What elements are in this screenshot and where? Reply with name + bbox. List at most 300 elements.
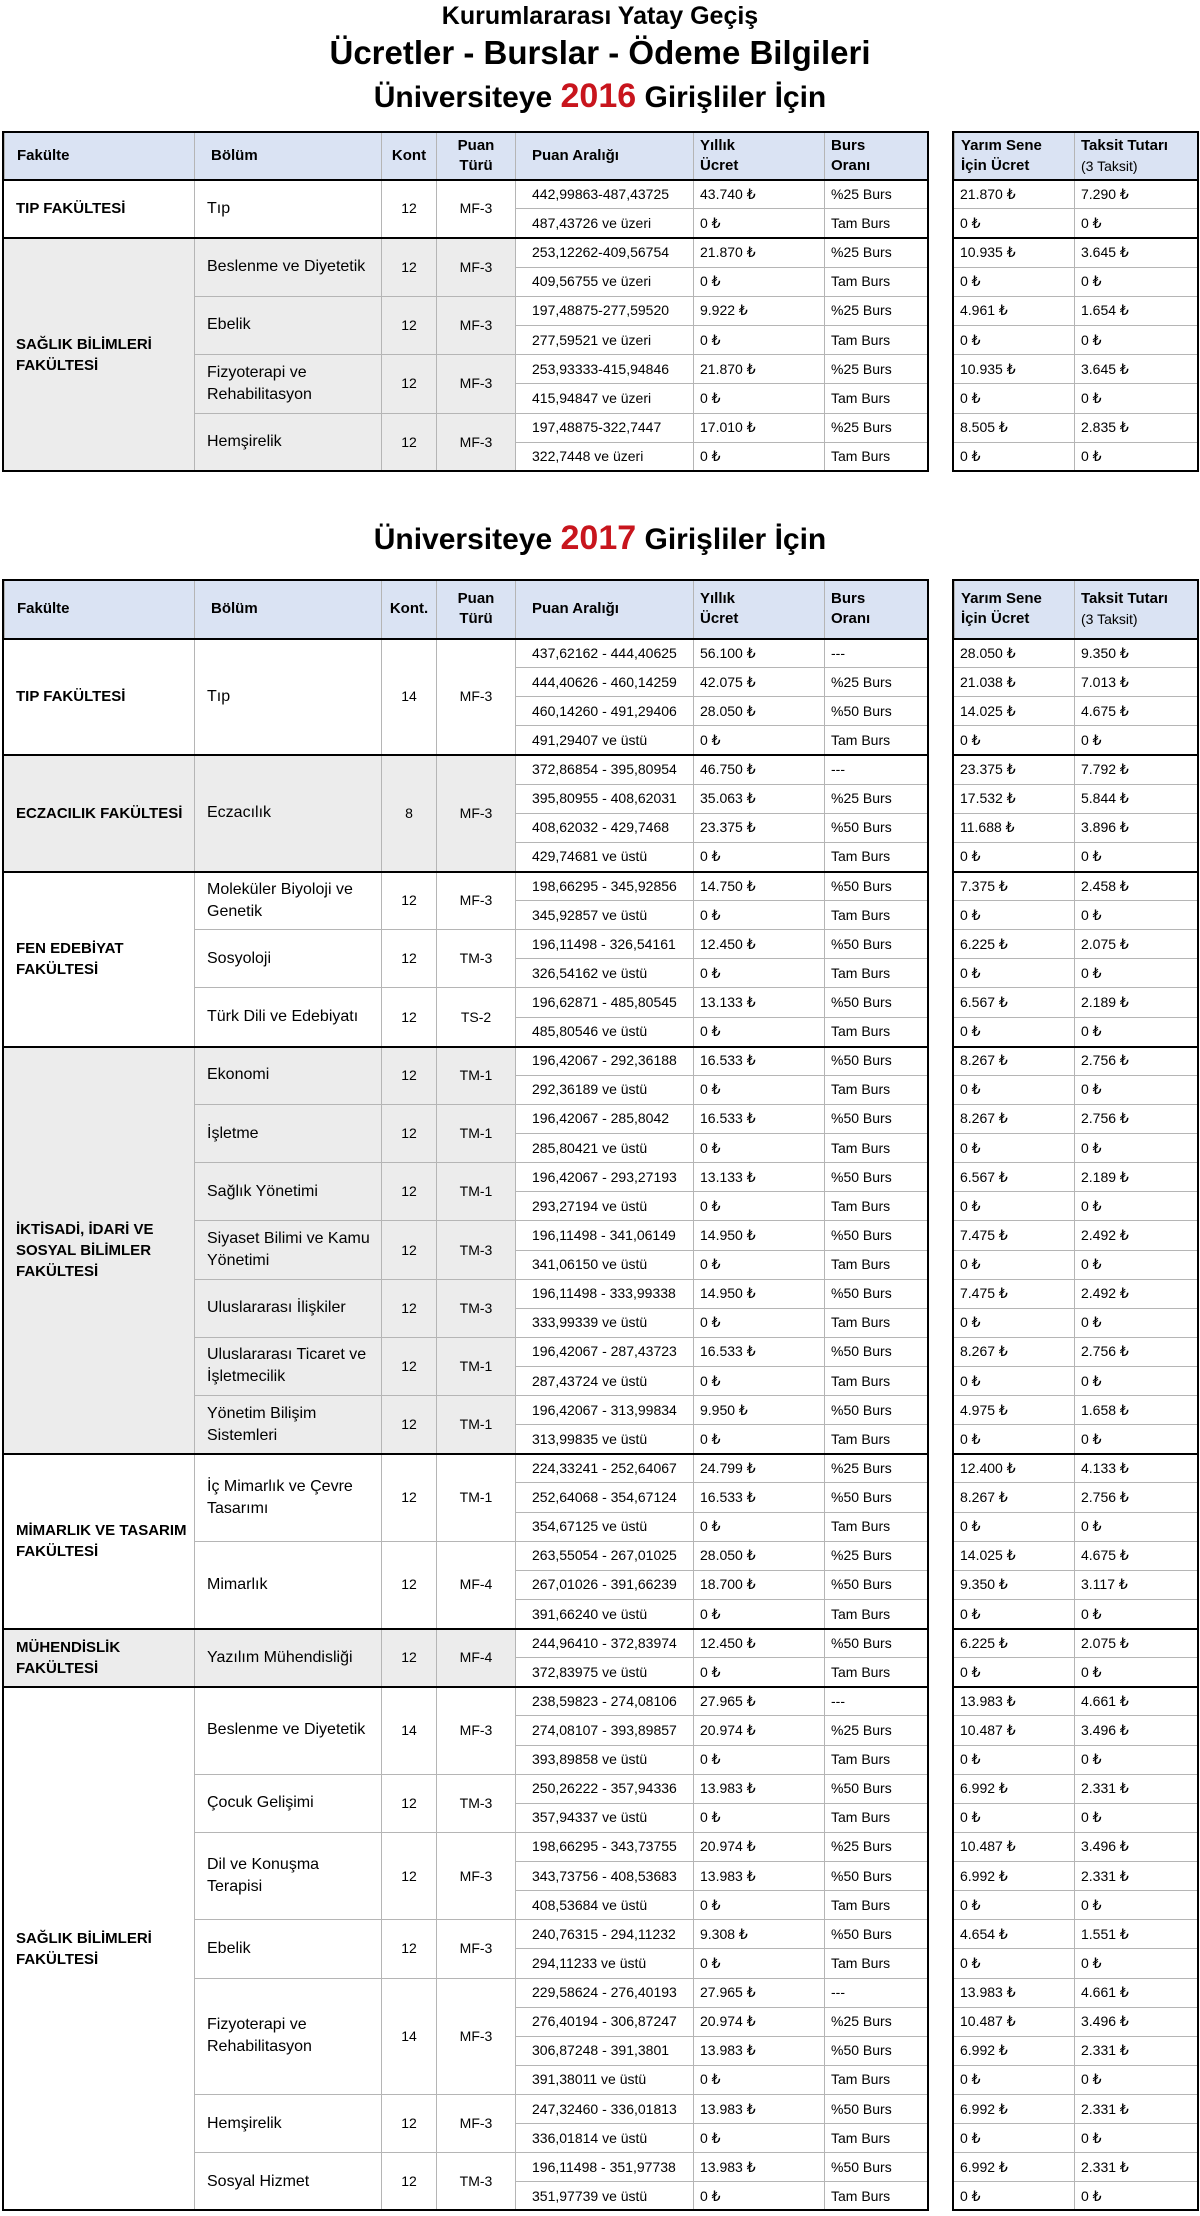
program-quota: 12: [381, 1920, 436, 1978]
annual-fee: 13.983 ₺: [693, 2037, 824, 2066]
installment-amount: 0 ₺: [1074, 1192, 1197, 1221]
header-puan-line1: Puan Aralığı: [532, 600, 619, 617]
scholarship-rate: %50 Burs: [824, 1862, 927, 1891]
program-score-type: TM-1: [436, 1047, 515, 1105]
scholarship-rate: Tam Burs: [824, 843, 927, 872]
heading-year: 2017: [560, 519, 637, 557]
half-year-fee: 0 ₺: [954, 726, 1074, 755]
installment-amount: 3.496 ₺: [1074, 1716, 1197, 1745]
scholarship-rate: Tam Burs: [824, 209, 927, 238]
score-range: 196,11498 - 333,99338: [515, 1280, 693, 1309]
installment-amount: 0 ₺: [1074, 2124, 1197, 2153]
program-score-type: TM-3: [436, 1280, 515, 1338]
header-burs: [824, 579, 927, 639]
half-year-fee: 0 ₺: [954, 2066, 1074, 2095]
scholarship-rate: %25 Burs: [824, 414, 927, 443]
scholarship-rate: Tam Burs: [824, 384, 927, 413]
program-score-type: MF-3: [436, 1833, 515, 1920]
program-score-type: TM-3: [436, 930, 515, 988]
scholarship-rate: %50 Burs: [824, 1105, 927, 1134]
header-bol-line1: Bölüm: [211, 146, 258, 164]
score-range: 351,97739 ve üstü: [515, 2182, 693, 2211]
installment-amount: 0 ₺: [1074, 1513, 1197, 1542]
program-score-type: MF-3: [436, 414, 515, 472]
half-year-fee: 21.038 ₺: [954, 668, 1074, 697]
header-bol-line1: Bölüm: [211, 600, 258, 617]
score-range: 345,92857 ve üstü: [515, 901, 693, 930]
half-year-fee: 7.475 ₺: [954, 1221, 1074, 1250]
half-year-fee: 0 ₺: [954, 843, 1074, 872]
half-year-fee: 7.375 ₺: [954, 872, 1074, 901]
program-score-type: TM-1: [436, 1396, 515, 1454]
header-yil-line2: Ücret: [700, 610, 739, 627]
annual-fee: 20.974 ₺: [693, 2008, 824, 2037]
score-range: 442,99863-487,43725: [515, 180, 693, 209]
program-score-type: TM-1: [436, 1338, 515, 1396]
program-quota: 12: [381, 1280, 436, 1338]
scholarship-rate: Tam Burs: [824, 959, 927, 988]
installment-amount: 0 ₺: [1074, 1018, 1197, 1047]
half-year-fee: 13.983 ₺: [954, 1687, 1074, 1716]
half-year-fee: 6.992 ₺: [954, 2153, 1074, 2182]
annual-fee: 12.450 ₺: [693, 1629, 824, 1658]
program-name: Yönetim Bilişim Sistemleri: [194, 1396, 381, 1454]
score-range: 437,62162 - 444,40625: [515, 639, 693, 668]
half-year-fee: 8.267 ₺: [954, 1105, 1074, 1134]
header-kont-line1: Kont: [391, 146, 427, 164]
installment-amount: 0 ₺: [1074, 1804, 1197, 1833]
scholarship-rate: Tam Burs: [824, 1018, 927, 1047]
program-quota: 12: [381, 355, 436, 413]
faculty-name: İKTİSADİ, İDARİ VE SOSYAL BİLİMLER FAKÜLTESİ: [4, 1047, 194, 1455]
scholarship-rate: ---: [824, 1979, 927, 2008]
annual-fee: 16.533 ₺: [693, 1105, 824, 1134]
scholarship-rate: %50 Burs: [824, 1629, 927, 1658]
half-year-fee: 23.375 ₺: [954, 755, 1074, 784]
program-quota: 12: [381, 930, 436, 988]
scholarship-rate: Tam Burs: [824, 1513, 927, 1542]
program-name: Ebelik: [194, 1920, 381, 1978]
faculty-name: SAĞLIK BİLİMLERİ FAKÜLTESİ: [4, 1687, 194, 2211]
scholarship-rate: %50 Burs: [824, 1280, 927, 1309]
score-range: 240,76315 - 294,11232: [515, 1920, 693, 1949]
header-fak: [4, 579, 194, 639]
score-range: 341,06150 ve üstü: [515, 1251, 693, 1280]
half-year-fee: 0 ₺: [954, 1134, 1074, 1163]
program-name: Mimarlık: [194, 1542, 381, 1629]
half-year-fee: 10.935 ₺: [954, 238, 1074, 267]
installment-amount: 4.133 ₺: [1074, 1454, 1197, 1483]
scholarship-rate: Tam Burs: [824, 1658, 927, 1687]
header-tur: [436, 131, 515, 180]
installment-amount: 1.654 ₺: [1074, 297, 1197, 326]
annual-fee: 0 ₺: [693, 1746, 824, 1775]
scholarship-rate: %50 Burs: [824, 697, 927, 726]
half-year-fee: 9.350 ₺: [954, 1571, 1074, 1600]
header-fak-line1: Fakülte: [17, 146, 70, 164]
program-quota: 12: [381, 1221, 436, 1279]
installment-amount: 4.675 ₺: [1074, 697, 1197, 726]
program-score-type: MF-3: [436, 297, 515, 355]
half-year-fee: 28.050 ₺: [954, 639, 1074, 668]
half-year-fee: 0 ₺: [954, 1513, 1074, 1542]
score-range: 250,26222 - 357,94336: [515, 1775, 693, 1804]
score-range: 444,40626 - 460,14259: [515, 668, 693, 697]
half-year-fee: 6.567 ₺: [954, 988, 1074, 1017]
annual-fee: 9.922 ₺: [693, 297, 824, 326]
installment-amount: 2.756 ₺: [1074, 1483, 1197, 1512]
score-range: 196,42067 - 285,8042: [515, 1105, 693, 1134]
score-range: 196,42067 - 287,43723: [515, 1338, 693, 1367]
installment-amount: 0 ₺: [1074, 2182, 1197, 2211]
score-range: 277,59521 ve üzeri: [515, 326, 693, 355]
half-year-fee: 8.505 ₺: [954, 414, 1074, 443]
program-name: Yazılım Mühendisliği: [194, 1629, 381, 1687]
header-burs: [824, 131, 927, 180]
annual-fee: 9.308 ₺: [693, 1920, 824, 1949]
score-range: 372,83975 ve üstü: [515, 1658, 693, 1687]
section-heading-2016: [0, 76, 1200, 118]
program-name: Hemşirelik: [194, 414, 381, 472]
installment-amount: 0 ₺: [1074, 1425, 1197, 1454]
heading-suffix: Girişliler İçin: [644, 523, 827, 556]
scholarship-rate: %50 Burs: [824, 1396, 927, 1425]
scholarship-rate: %25 Burs: [824, 1454, 927, 1483]
program-score-type: MF-3: [436, 755, 515, 871]
installment-amount: 2.189 ₺: [1074, 1163, 1197, 1192]
half-year-fee: 0 ₺: [954, 443, 1074, 472]
half-year-fee: 0 ₺: [954, 1804, 1074, 1833]
scholarship-rate: %25 Burs: [824, 1542, 927, 1571]
score-range: 322,7448 ve üzeri: [515, 443, 693, 472]
installment-amount: 0 ₺: [1074, 268, 1197, 297]
score-range: 395,80955 - 408,62031: [515, 785, 693, 814]
installment-amount: 7.290 ₺: [1074, 180, 1197, 209]
score-range: 487,43726 ve üzeri: [515, 209, 693, 238]
program-name: Ebelik: [194, 297, 381, 355]
scholarship-rate: %50 Burs: [824, 872, 927, 901]
annual-fee: 27.965 ₺: [693, 1687, 824, 1716]
annual-fee: 20.974 ₺: [693, 1716, 824, 1745]
header-kont: [381, 131, 436, 180]
annual-fee: 0 ₺: [693, 1192, 824, 1221]
half-year-fee: 0 ₺: [954, 1949, 1074, 1978]
annual-fee: 0 ₺: [693, 1600, 824, 1629]
program-quota: 12: [381, 238, 436, 296]
faculty-name: ECZACILIK FAKÜLTESİ: [4, 755, 194, 871]
score-range: 372,86854 - 395,80954: [515, 755, 693, 784]
scholarship-rate: %50 Burs: [824, 2153, 927, 2182]
scholarship-rate: Tam Burs: [824, 2182, 927, 2211]
header-taksit: [1074, 131, 1197, 180]
installment-amount: 0 ₺: [1074, 1746, 1197, 1775]
program-quota: 8: [381, 755, 436, 871]
program-name: Dil ve Konuşma Terapisi: [194, 1833, 381, 1920]
score-range: 229,58624 - 276,40193: [515, 1979, 693, 2008]
program-score-type: MF-3: [436, 2095, 515, 2153]
annual-fee: 0 ₺: [693, 1891, 824, 1920]
annual-fee: 0 ₺: [693, 1367, 824, 1396]
program-name: Hemşirelik: [194, 2095, 381, 2153]
program-score-type: TS-2: [436, 988, 515, 1046]
heading-prefix: Üniversiteye: [373, 81, 553, 114]
document-title: Kurumlararası Yatay Geçiş: [441, 2, 759, 30]
half-year-fee: 0 ₺: [954, 1251, 1074, 1280]
score-range: 336,01814 ve üstü: [515, 2124, 693, 2153]
annual-fee: 56.100 ₺: [693, 639, 824, 668]
half-year-fee: 21.870 ₺: [954, 180, 1074, 209]
program-quota: 12: [381, 1454, 436, 1541]
scholarship-rate: %50 Burs: [824, 814, 927, 843]
scholarship-rate: %50 Burs: [824, 1483, 927, 1512]
header-kont-line1: Kont.: [389, 600, 429, 617]
annual-fee: 28.050 ₺: [693, 1542, 824, 1571]
header-yil: [693, 579, 824, 639]
score-range: 196,42067 - 292,36188: [515, 1047, 693, 1076]
half-year-fee: 6.225 ₺: [954, 930, 1074, 959]
score-range: 274,08107 - 393,89857: [515, 1716, 693, 1745]
program-name: Beslenme ve Diyetetik: [194, 238, 381, 296]
scholarship-rate: %50 Burs: [824, 1338, 927, 1367]
program-name: Sağlık Yönetimi: [194, 1163, 381, 1221]
program-score-type: TM-1: [436, 1163, 515, 1221]
score-range: 415,94847 ve üzeri: [515, 384, 693, 413]
half-year-fee: 0 ₺: [954, 209, 1074, 238]
half-year-fee: 8.267 ₺: [954, 1047, 1074, 1076]
section-heading-2017: [0, 518, 1200, 560]
header-burs-line2: Oranı: [831, 156, 871, 174]
scholarship-rate: ---: [824, 639, 927, 668]
annual-fee: 0 ₺: [693, 1804, 824, 1833]
program-name: Moleküler Biyoloji ve Genetik: [194, 872, 381, 930]
scholarship-rate: Tam Burs: [824, 1367, 927, 1396]
half-year-fee: 6.992 ₺: [954, 2095, 1074, 2124]
annual-fee: 0 ₺: [693, 726, 824, 755]
installment-amount: 5.844 ₺: [1074, 785, 1197, 814]
program-name: Türk Dili ve Edebiyatı: [194, 988, 381, 1046]
half-year-fee: 12.400 ₺: [954, 1454, 1074, 1483]
scholarship-rate: Tam Burs: [824, 1076, 927, 1105]
program-name: İç Mimarlık ve Çevre Tasarımı: [194, 1454, 381, 1541]
scholarship-rate: Tam Burs: [824, 1600, 927, 1629]
installment-amount: 0 ₺: [1074, 1367, 1197, 1396]
scholarship-rate: Tam Burs: [824, 1891, 927, 1920]
annual-fee: 0 ₺: [693, 901, 824, 930]
scholarship-rate: Tam Burs: [824, 1134, 927, 1163]
program-quota: 12: [381, 2153, 436, 2211]
annual-fee: 35.063 ₺: [693, 785, 824, 814]
program-quota: 12: [381, 1542, 436, 1629]
program-score-type: TM-3: [436, 1775, 515, 1833]
installment-amount: 7.792 ₺: [1074, 755, 1197, 784]
score-range: 252,64068 - 354,67124: [515, 1483, 693, 1512]
scholarship-rate: %50 Burs: [824, 2095, 927, 2124]
scholarship-rate: %50 Burs: [824, 1221, 927, 1250]
scholarship-rate: %25 Burs: [824, 355, 927, 384]
half-year-fee: 6.225 ₺: [954, 1629, 1074, 1658]
scholarship-rate: Tam Burs: [824, 901, 927, 930]
scholarship-rate: %25 Burs: [824, 2008, 927, 2037]
annual-fee: 13.983 ₺: [693, 1775, 824, 1804]
heading-year: 2016: [560, 77, 637, 115]
score-range: 285,80421 ve üstü: [515, 1134, 693, 1163]
half-year-fee: 10.935 ₺: [954, 355, 1074, 384]
header-puan: [515, 579, 693, 639]
score-range: 276,40194 - 306,87247: [515, 2008, 693, 2037]
score-range: 196,11498 - 351,97738: [515, 2153, 693, 2182]
annual-fee: 0 ₺: [693, 1018, 824, 1047]
program-quota: 12: [381, 1629, 436, 1687]
annual-fee: 18.700 ₺: [693, 1571, 824, 1600]
program-quota: 12: [381, 1775, 436, 1833]
annual-fee: 0 ₺: [693, 1949, 824, 1978]
score-range: 491,29407 ve üstü: [515, 726, 693, 755]
annual-fee: 0 ₺: [693, 1425, 824, 1454]
program-name: Sosyoloji: [194, 930, 381, 988]
installment-amount: 0 ₺: [1074, 384, 1197, 413]
program-name: İşletme: [194, 1105, 381, 1163]
half-year-fee: 0 ₺: [954, 901, 1074, 930]
header-tur-line1: Puan: [457, 136, 495, 154]
annual-fee: 0 ₺: [693, 2124, 824, 2153]
installment-amount: 2.331 ₺: [1074, 2153, 1197, 2182]
installment-amount: 0 ₺: [1074, 1251, 1197, 1280]
score-range: 267,01026 - 391,66239: [515, 1571, 693, 1600]
score-range: 198,66295 - 343,73755: [515, 1833, 693, 1862]
half-year-fee: 6.992 ₺: [954, 1775, 1074, 1804]
installment-amount: 4.661 ₺: [1074, 1687, 1197, 1716]
header-bol: [194, 579, 381, 639]
half-year-fee: 10.487 ₺: [954, 2008, 1074, 2037]
header-tur: [436, 579, 515, 639]
half-year-fee: 10.487 ₺: [954, 1833, 1074, 1862]
score-range: 238,59823 - 274,08106: [515, 1687, 693, 1716]
annual-fee: 21.870 ₺: [693, 355, 824, 384]
half-year-fee: 13.983 ₺: [954, 1979, 1074, 2008]
program-score-type: TM-1: [436, 1454, 515, 1541]
installment-amount: 2.189 ₺: [1074, 988, 1197, 1017]
annual-fee: 13.133 ₺: [693, 988, 824, 1017]
header-puan: [515, 131, 693, 180]
score-range: 196,42067 - 293,27193: [515, 1163, 693, 1192]
scholarship-rate: %50 Burs: [824, 988, 927, 1017]
header-taksit-line2: (3 Taksit): [1081, 157, 1138, 174]
scholarship-rate: Tam Burs: [824, 268, 927, 297]
header-yil-line1: Yıllık: [700, 136, 736, 154]
annual-fee: 0 ₺: [693, 2182, 824, 2211]
header-fak: [4, 131, 194, 180]
scholarship-rate: %50 Burs: [824, 1920, 927, 1949]
score-range: 294,11233 ve üstü: [515, 1949, 693, 1978]
header-burs-line1: Burs: [831, 590, 866, 607]
score-range: 197,48875-322,7447: [515, 414, 693, 443]
installment-amount: 0 ₺: [1074, 843, 1197, 872]
annual-fee: 14.750 ₺: [693, 872, 824, 901]
installment-amount: 3.496 ₺: [1074, 2008, 1197, 2037]
scholarship-rate: %50 Burs: [824, 930, 927, 959]
header-yarim: [954, 131, 1074, 180]
half-year-fee: 0 ₺: [954, 268, 1074, 297]
program-quota: 12: [381, 872, 436, 930]
installment-amount: 3.645 ₺: [1074, 238, 1197, 267]
annual-fee: 12.450 ₺: [693, 930, 824, 959]
annual-fee: 42.075 ₺: [693, 668, 824, 697]
installment-amount: 0 ₺: [1074, 1949, 1197, 1978]
installment-amount: 7.013 ₺: [1074, 668, 1197, 697]
installment-amount: 0 ₺: [1074, 2066, 1197, 2095]
annual-fee: 0 ₺: [693, 326, 824, 355]
installment-amount: 2.458 ₺: [1074, 872, 1197, 901]
scholarship-rate: %25 Burs: [824, 180, 927, 209]
annual-fee: 13.983 ₺: [693, 1862, 824, 1891]
annual-fee: 20.974 ₺: [693, 1833, 824, 1862]
program-score-type: TM-3: [436, 1221, 515, 1279]
program-quota: 12: [381, 1833, 436, 1920]
program-name: Fizyoterapi ve Rehabilitasyon: [194, 355, 381, 413]
installment-amount: 1.658 ₺: [1074, 1396, 1197, 1425]
program-name: Çocuk Gelişimi: [194, 1775, 381, 1833]
installment-amount: 0 ₺: [1074, 326, 1197, 355]
installment-amount: 3.496 ₺: [1074, 1833, 1197, 1862]
installment-amount: 0 ₺: [1074, 726, 1197, 755]
scholarship-rate: %50 Burs: [824, 1775, 927, 1804]
installment-amount: 2.835 ₺: [1074, 414, 1197, 443]
installment-amount: 0 ₺: [1074, 1891, 1197, 1920]
scholarship-rate: %25 Burs: [824, 785, 927, 814]
half-year-fee: 0 ₺: [954, 1076, 1074, 1105]
header-burs-line1: Burs: [831, 136, 866, 154]
half-year-fee: 14.025 ₺: [954, 697, 1074, 726]
program-name: Fizyoterapi ve Rehabilitasyon: [194, 1979, 381, 2095]
annual-fee: 24.799 ₺: [693, 1454, 824, 1483]
installment-amount: 1.551 ₺: [1074, 1920, 1197, 1949]
installment-amount: 0 ₺: [1074, 959, 1197, 988]
program-quota: 12: [381, 180, 436, 238]
program-quota: 12: [381, 1105, 436, 1163]
program-quota: 12: [381, 1396, 436, 1454]
annual-fee: 0 ₺: [693, 443, 824, 472]
program-name: Sosyal Hizmet: [194, 2153, 381, 2211]
scholarship-rate: Tam Burs: [824, 1251, 927, 1280]
scholarship-rate: Tam Burs: [824, 726, 927, 755]
scholarship-rate: Tam Burs: [824, 326, 927, 355]
score-range: 292,36189 ve üstü: [515, 1076, 693, 1105]
header-tur-line2: Türü: [459, 156, 493, 174]
header-yil: [693, 131, 824, 180]
installment-amount: 2.331 ₺: [1074, 2037, 1197, 2066]
header-yarim: [954, 579, 1074, 639]
score-range: 247,32460 - 336,01813: [515, 2095, 693, 2124]
installment-amount: 0 ₺: [1074, 901, 1197, 930]
annual-fee: 0 ₺: [693, 384, 824, 413]
score-range: 409,56755 ve üzeri: [515, 268, 693, 297]
half-year-fee: 0 ₺: [954, 2182, 1074, 2211]
score-range: 333,99339 ve üstü: [515, 1309, 693, 1338]
annual-fee: 9.950 ₺: [693, 1396, 824, 1425]
annual-fee: 0 ₺: [693, 843, 824, 872]
header-yil-line1: Yıllık: [700, 590, 736, 607]
program-score-type: MF-3: [436, 1920, 515, 1978]
annual-fee: 13.133 ₺: [693, 1163, 824, 1192]
half-year-fee: 0 ₺: [954, 1746, 1074, 1775]
installment-amount: 2.756 ₺: [1074, 1105, 1197, 1134]
scholarship-rate: Tam Burs: [824, 2066, 927, 2095]
annual-fee: 28.050 ₺: [693, 697, 824, 726]
annual-fee: 0 ₺: [693, 268, 824, 297]
annual-fee: 0 ₺: [693, 2066, 824, 2095]
annual-fee: 21.870 ₺: [693, 238, 824, 267]
score-range: 408,62032 - 429,7468: [515, 814, 693, 843]
